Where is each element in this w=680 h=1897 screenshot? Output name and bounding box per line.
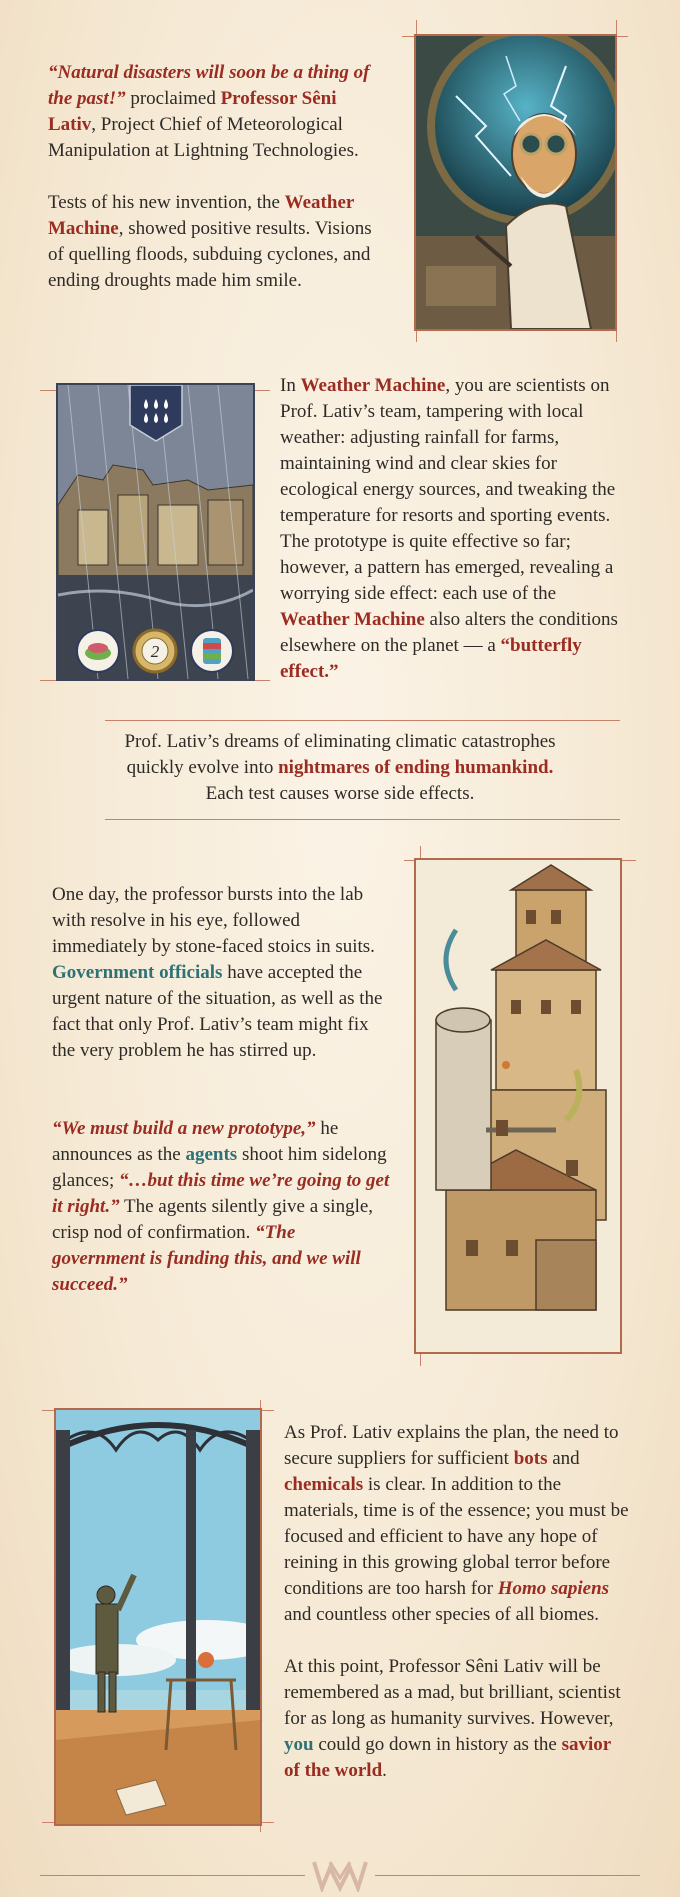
section4-text [284, 1420, 629, 1784]
tower-illustration [414, 858, 622, 1354]
callout-rule-top [105, 720, 620, 721]
rain-card-illustration [56, 383, 255, 681]
scientist-window-illustration [54, 1408, 262, 1826]
section2-text [280, 373, 625, 685]
coin-token-icon [134, 630, 176, 672]
callout: Prof. Lativ’s dreams of eliminating climatic catastrophes quickly evolve into nightmares of ending humankind. Each test causes worse side effects. [124, 731, 556, 804]
section2-paragraph: In Weather Machine, you are scientists on Prof. Lativ’s team, tampering with local weather: adjusting rainfall for farms, maintaining wind and clear skies for ecological energy sources, and tweaking the temperature for resorts and sporting events. The prototype is quite effective so far; however, a pattern has emerged, revealing a worrying side effect: each use of the Weather Machine also alters the conditions elsewhere on the planet — a “butterfly effect.” [280, 375, 618, 682]
callout-rule-bottom [105, 819, 620, 820]
footer-rule-right [375, 1875, 640, 1876]
footer-logo-icon [312, 1858, 368, 1892]
svg-text:2: 2 [150, 642, 160, 661]
section4-paragraph-2: At this point, Professor Sêni Lativ will be remembered as a mad, but brilliant, scientist for as long as humanity survives. However, you could go down in history as the savior of the world. [284, 1656, 621, 1781]
battery-token-icon [191, 630, 233, 672]
intro-paragraph-1: “Natural disasters will soon be a thing of the past!” proclaimed Professor Sêni Lativ, Project Chief of Meteorological Manipulation at Lightning Technologies. [48, 62, 370, 161]
butterfly-effect: “butterfly effect.” [280, 635, 582, 682]
section3-paragraph-1: One day, the professor bursts into the lab with resolve in his eye, followed immediately by stone-faced stoics in suits. Government officials have accepted the urgent nature of the situation, as well as the fact that only Prof. Lativ’s team might fix the very problem he has stirred up. [52, 884, 383, 1061]
intro-paragraph-2: Tests of his new invention, the Weather Machine, showed positive results. Visions of quelling floods, subduing cyclones, and ending droughts made him smile. [48, 192, 372, 291]
footer-rule-left [40, 1875, 305, 1876]
section3-text [52, 882, 392, 1298]
section4-paragraph-1: As Prof. Lativ explains the plan, the need to secure suppliers for sufficient bots and chemicals is clear. In addition to the materials, time is of the essence; you must be focused and efficient to have any hope of reining in this growing global terror before conditions are too harsh for Homo sapiens and countless other species of all biomes. [284, 1422, 629, 1625]
professor-name: Professor Sêni Lativ [48, 88, 337, 135]
intro-quote: “Natural disasters will soon be a thing of the past!” [48, 62, 370, 109]
intro-text [48, 60, 383, 294]
section3-paragraph-2: “We must build a new prototype,” he announces as the agents shoot him sidelong glances; “…but this time we’re going to get it right.” The agents silently give a single, crisp nod of confirmation. “The government is funding this, and we will succeed.” [52, 1118, 390, 1295]
professor-illustration [414, 34, 617, 331]
cloud-token-icon [77, 630, 119, 672]
